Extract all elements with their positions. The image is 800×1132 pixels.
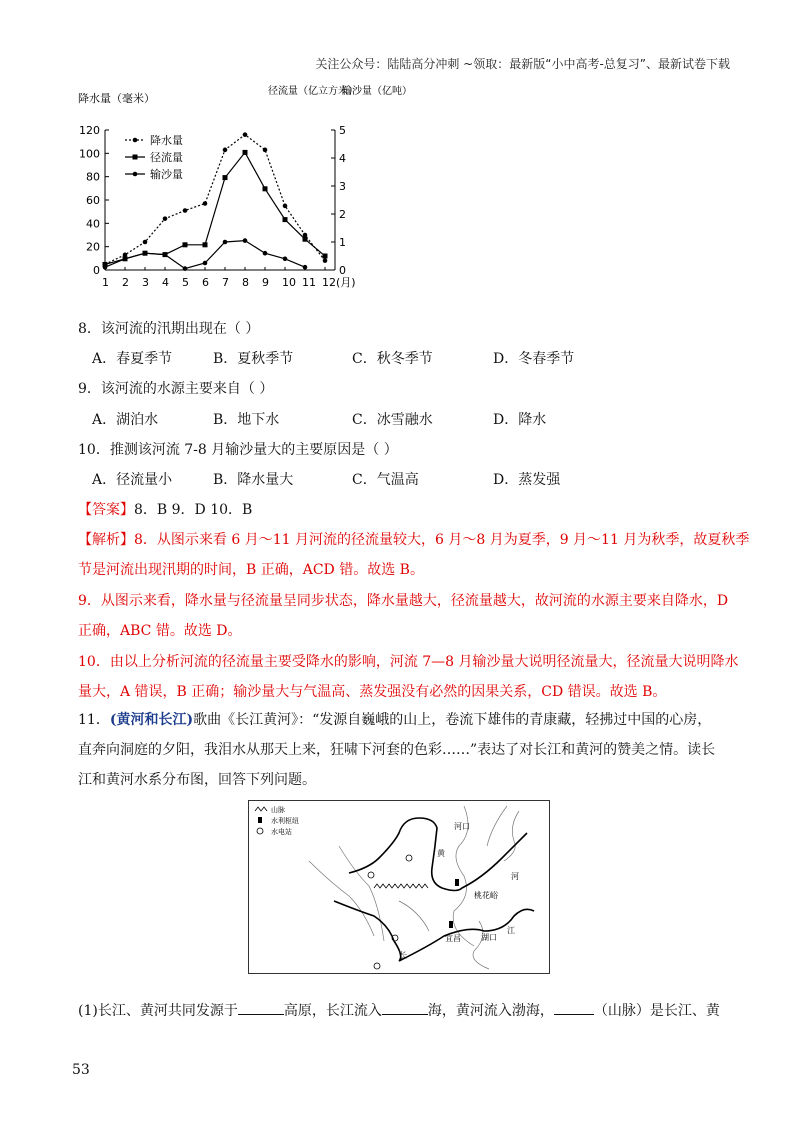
right-tick-label: 4 <box>339 152 346 165</box>
analysis-p9a: 9．从图示来看，降水量与径流量呈同步状态，降水量越大，径流量越大，故河流的水源主要来自降水，D <box>78 593 729 609</box>
left-tick-label: 20 <box>86 240 100 254</box>
series-point-3 <box>183 266 188 271</box>
series-point-2 <box>283 217 288 222</box>
right-tick-label: 3 <box>339 180 346 193</box>
q8-stem: 8．该河流的汛期出现在（ ） <box>78 321 260 337</box>
q10-option-d[interactable]: D．蒸发强 <box>493 472 561 488</box>
blank-plateau[interactable] <box>238 1002 284 1015</box>
right-tick-label: 0 <box>339 264 346 277</box>
x-tick-label: 2 <box>122 276 129 289</box>
series-point-2 <box>203 242 208 247</box>
analysis-p10b: 量大，A 错误，B 正确；输沙量大与气温高、蒸发强没有必然的因果关系，CD 错误。故选 B。 <box>78 684 667 700</box>
label-huang: 黄 <box>437 849 445 858</box>
series-line-2 <box>105 152 325 264</box>
legend-label-2: 径流量 <box>150 151 183 164</box>
series-point-3 <box>143 251 148 256</box>
left-tick-label: 80 <box>86 170 100 184</box>
dam-legend-icon <box>258 817 262 823</box>
x-tick-label: 6 <box>202 276 209 289</box>
right-axis-label-2: 输沙量（亿吨） <box>342 86 412 97</box>
series-point-2 <box>323 254 328 259</box>
mountain-range <box>374 884 428 888</box>
label-he: 河 <box>511 872 519 881</box>
right-tick-label: 1 <box>339 236 346 249</box>
q9-stem: 9．该河流的水源主要来自（ ） <box>78 381 274 397</box>
x-tick-label: 7 <box>222 276 229 289</box>
right-axis-label-1: 径流量（亿立方米） <box>268 86 358 97</box>
series-point-1 <box>183 208 188 213</box>
left-axis-label: 降水量（毫米） <box>78 92 155 105</box>
q11-line-2: 直奔向洞庭的夕阳，我泪水从那天上来，狂啸下河套的色彩……”表达了对长江和黄河的赞美之情。读长 <box>78 742 716 758</box>
power-station-icon <box>368 872 374 878</box>
series-point-3 <box>163 252 168 257</box>
q11-1-text-a: (1)长江、黄河共同发源于 <box>78 1003 238 1019</box>
q11-number: 11． <box>78 712 110 728</box>
label-chang: 长 <box>399 951 407 960</box>
left-tick-label: 60 <box>86 194 100 207</box>
power-station-icon <box>374 963 380 969</box>
q10-stem: 10．推测该河流 7-8 月输沙量大的主要原因是（ ） <box>78 442 398 458</box>
mountain-legend-icon <box>255 807 267 811</box>
q11-line-3: 江和黄河水系分布图，回答下列问题。 <box>78 772 316 788</box>
legend-power-station: 水电站 <box>271 828 292 836</box>
series-point-2 <box>243 150 248 155</box>
yangtze-river <box>334 901 534 961</box>
q9-option-b[interactable]: B．地下水 <box>213 412 280 428</box>
series-point-2 <box>223 175 228 180</box>
q11-line-1 <box>78 705 728 735</box>
q11-1-text-c: 海，黄河流入渤海， <box>427 1003 554 1019</box>
series-point-1 <box>143 240 148 245</box>
legend-label-3: 输沙量 <box>150 168 183 181</box>
x-tick-label: 10 <box>282 276 296 289</box>
page-header: 关注公众号：陆陆高分冲刺 ~领取：最新版“小中高考-总复习”、最新试卷下载 <box>315 57 730 71</box>
power-station-legend-icon <box>257 828 263 834</box>
legend-marker-3 <box>133 172 138 177</box>
answer-tag: 【答案】 <box>78 502 134 518</box>
series-point-1 <box>163 216 168 221</box>
q8-option-d[interactable]: D．冬春季节 <box>493 351 575 367</box>
left-tick-label: 120 <box>79 124 100 137</box>
q11-1-text-b: 高原，长江流入 <box>283 1003 382 1019</box>
q10-option-b[interactable]: B．降水量大 <box>213 472 294 488</box>
analysis-p9b: 正确，ABC 错。故选 D。 <box>78 623 242 639</box>
series-point-3 <box>103 265 108 270</box>
q11-topic: (黄河和长江) <box>109 712 194 728</box>
map-legend <box>255 805 299 836</box>
q8-option-c[interactable]: C．秋冬季节 <box>352 351 433 367</box>
series-point-2 <box>183 242 188 247</box>
series-point-2 <box>263 186 268 191</box>
analysis-p8b: 节是河流出现汛期的时间，B 正确，ACD 错。故选 B。 <box>78 562 424 578</box>
q11-line1-rest: 歌曲《长江黄河》：“发源自巍峨的山上，卷流下雄伟的青康藏，轻拂过中国的心房， <box>193 712 712 728</box>
page-number: 53 <box>72 1062 90 1078</box>
series-point-3 <box>243 238 248 243</box>
q11-1-text-d: （山脉）是长江、黄 <box>593 1003 720 1019</box>
q8-option-a[interactable]: A．春夏季节 <box>92 351 173 367</box>
label-taohuayu: 桃花峪 <box>474 891 498 900</box>
chart-plot-area <box>79 124 356 289</box>
analysis-p8a: 8．从图示来看 6 月～11 月河流的径流量较大，6 月～8 月为夏季，9 月～11 月为秋季，故夏秋季 <box>134 532 750 548</box>
q9-option-d[interactable]: D．降水 <box>493 412 547 428</box>
series-point-1 <box>263 148 268 153</box>
x-tick-label: 12(月) <box>322 276 356 289</box>
left-tick-label: 100 <box>79 147 100 161</box>
series-point-3 <box>223 240 228 245</box>
x-tick-label: 11 <box>302 276 316 289</box>
x-tick-label: 3 <box>142 276 149 289</box>
answer-text: 8．B 9．D 10．B <box>134 502 253 518</box>
river-system-map <box>248 800 550 974</box>
legend-marker-1 <box>133 138 138 143</box>
x-tick-label: 1 <box>102 276 109 289</box>
series-line-1 <box>105 135 325 265</box>
series-point-3 <box>203 261 208 266</box>
x-tick-label: 8 <box>242 276 249 289</box>
label-yichang: 宜昌 <box>445 934 461 943</box>
q10-option-a[interactable]: A．径流量小 <box>92 472 173 488</box>
answer-line <box>78 499 252 519</box>
q9-option-c[interactable]: C．冰雪融水 <box>352 412 433 428</box>
left-tick-label: 0 <box>93 264 100 277</box>
series-point-1 <box>323 258 328 263</box>
x-tick-label: 4 <box>162 276 169 289</box>
dam-marker-upper <box>455 879 459 886</box>
series-point-3 <box>263 251 268 256</box>
series-point-2 <box>303 237 308 242</box>
legend-dam: 水利枢纽 <box>271 817 299 825</box>
power-station-icon <box>406 855 412 861</box>
blank-mountain[interactable] <box>554 1002 594 1015</box>
label-jiang: 江 <box>507 926 515 935</box>
q9-option-a[interactable]: A．湖泊水 <box>92 412 159 428</box>
dam-marker-lower <box>449 921 453 928</box>
x-tick-label: 9 <box>262 276 269 289</box>
river-hydrograph-chart <box>60 86 412 290</box>
series-point-1 <box>223 148 228 153</box>
map-background-lines <box>309 806 519 969</box>
right-tick-label: 5 <box>339 124 346 137</box>
legend-label-1: 降水量 <box>150 134 183 147</box>
analysis-tag: 【解析】 <box>78 532 134 548</box>
right-tick-label: 2 <box>339 208 346 221</box>
q11-part-1 <box>78 1000 720 1020</box>
analysis-p10a: 10．由以上分析河流的径流量主要受降水的影响，河流 7—8 月输沙量大说明径流量大，径流量大说明降水 <box>78 654 739 670</box>
series-point-3 <box>303 265 308 270</box>
series-point-3 <box>283 257 288 262</box>
series-point-3 <box>123 257 128 262</box>
q8-option-b[interactable]: B．夏秋季节 <box>213 351 294 367</box>
series-point-1 <box>283 204 288 209</box>
series-point-1 <box>243 132 248 137</box>
q11-intro <box>78 705 728 795</box>
legend-marker-2 <box>133 155 138 160</box>
analysis-line-1 <box>78 529 749 549</box>
legend-mountain: 山脉 <box>271 806 285 814</box>
label-hukou: 湖口 <box>481 933 497 942</box>
label-hekou: 河口 <box>454 822 470 831</box>
blank-sea[interactable] <box>382 1002 428 1015</box>
series-point-1 <box>303 233 308 238</box>
q10-option-c[interactable]: C．气温高 <box>352 472 419 488</box>
series-point-1 <box>203 201 208 206</box>
x-tick-label: 5 <box>182 276 189 289</box>
left-tick-label: 40 <box>86 217 100 231</box>
